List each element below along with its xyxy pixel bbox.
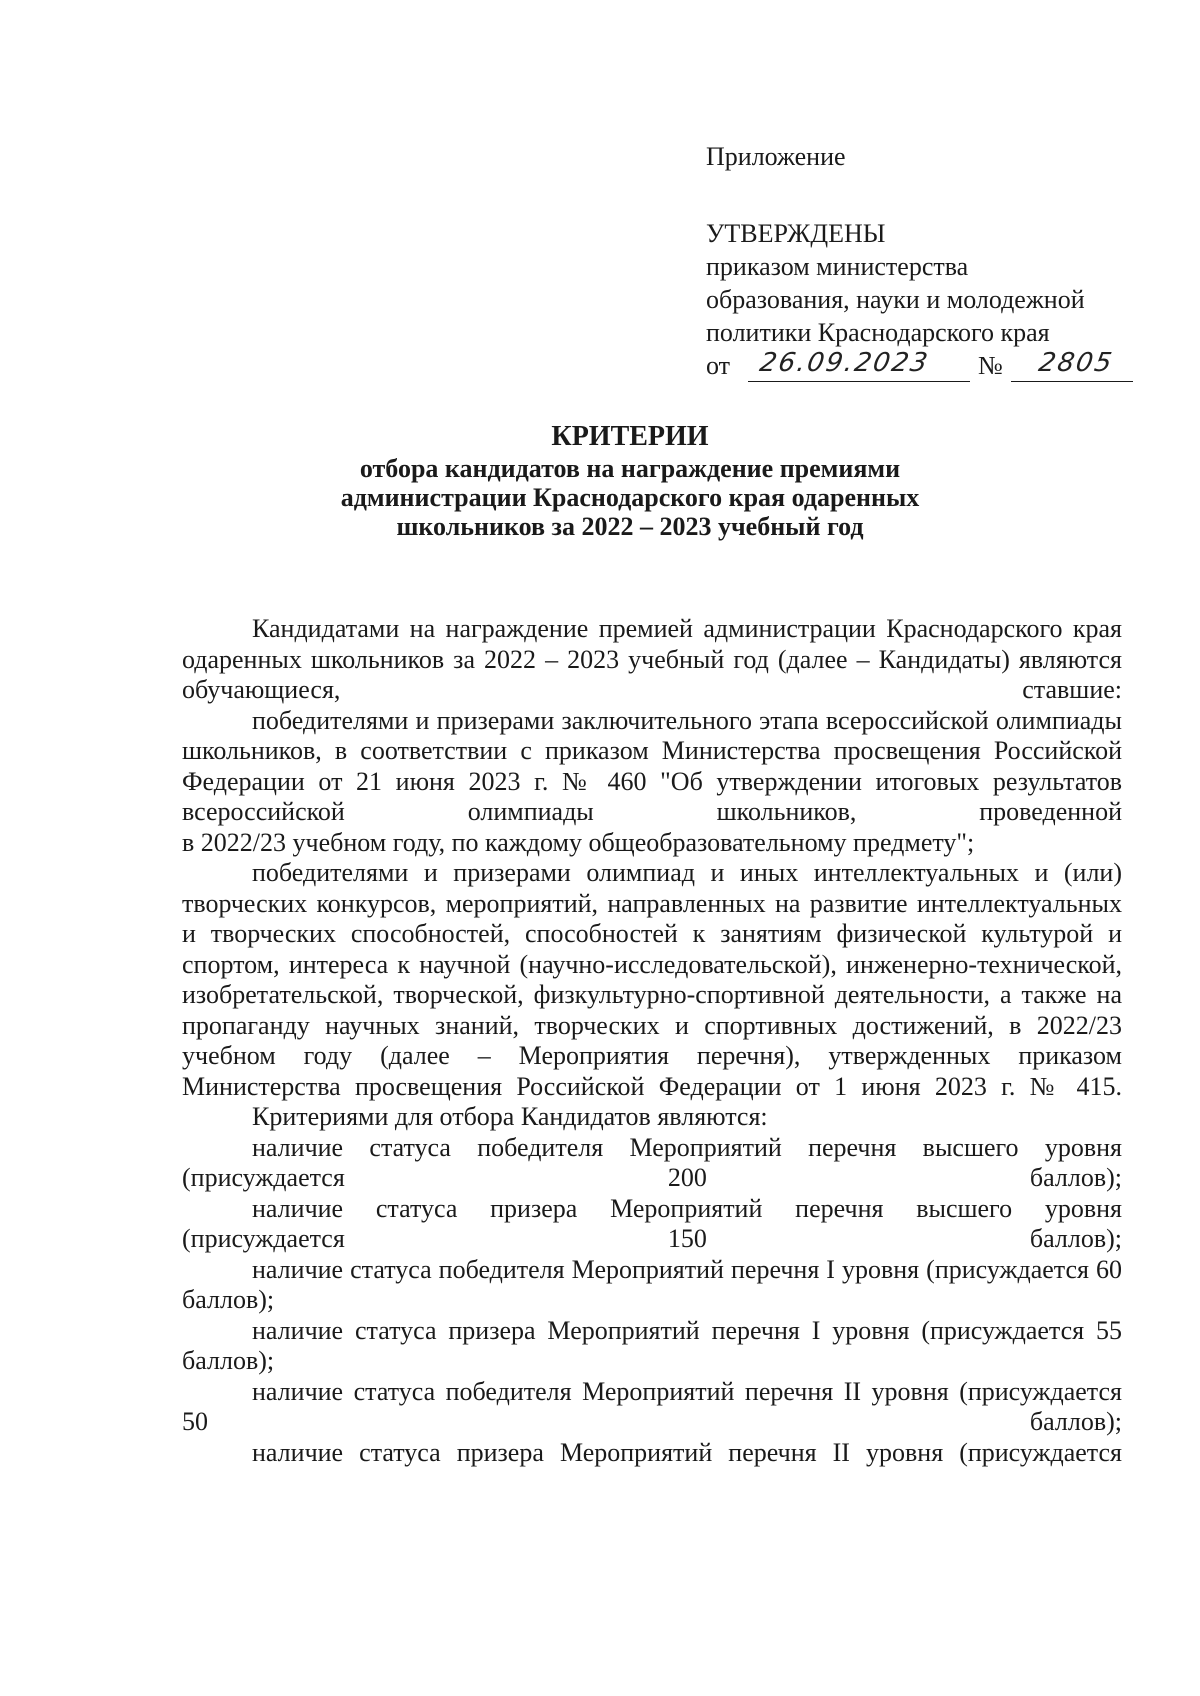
date-field [748, 348, 970, 382]
criterion-1: наличие статуса победителя Мероприятий перечня высшего уровня (присуждается 200 баллов); [182, 1132, 1122, 1192]
criterion-6: наличие статуса призера Мероприятий перечня II уровня (присуждается [252, 1437, 1122, 1467]
title-line-2: администрации Краснодарского края одаренных [340, 483, 920, 512]
title-line-1: отбора кандидатов на награждение премиями [359, 454, 901, 483]
title-main: КРИТЕРИИ [551, 421, 709, 452]
paragraph-candidates: Кандидатами на награждение премией администрации Краснодарского края одаренных школьников за 2022 – 2023 учебный год (далее – Кандидаты) являются обучающиеся, ставшие: [182, 614, 1122, 704]
criterion-4: наличие статуса призера Мероприятий перечня I уровня (присуждается 55 баллов); [182, 1315, 1122, 1375]
approval-block [706, 140, 1146, 385]
order-date-number-row [706, 349, 1146, 385]
approval-line-1: приказом министерства [706, 252, 969, 281]
date-label: от [706, 351, 731, 380]
number-label: № [978, 351, 1003, 380]
approved-label: УТВЕРЖДЕНЫ [706, 219, 886, 248]
document-title [240, 422, 1020, 541]
appendix-label: Приложение [706, 142, 846, 171]
approval-line-3: политики Краснодарского края [706, 318, 1050, 347]
paragraph-criteria-intro: Критериями для отбора Кандидатов являются: [252, 1102, 768, 1131]
document-body [182, 614, 1122, 1468]
paragraph-olympiad-year: в 2022/23 учебном году, по каждому общеобразовательному предмету"; [182, 827, 975, 857]
handwritten-number: 2805 [1036, 348, 1116, 378]
approval-line-2: образования, науки и молодежной [706, 285, 1085, 314]
number-field [1011, 348, 1133, 382]
paragraph-competition-winners: победителями и призерами олимпиад и иных интеллектуальных и (или) творческих конкурсов, мероприятий, направленных на развитие интеллектуальных и творческих способностей, способностей к занятиям физической культурой и спортом, интереса к научной (научно-исследовательской), инженерно-технической, изобретательской, творческой, физкультурно-спортивной деятельности, а также на пропаганду научных знаний, творческих и спортивных достижений, в 2022/23 учебном году (далее – Мероприятия перечня), утвержденных приказом Министерства просвещения Российской Федерации от 1 июня 2023 г. № 415. [182, 858, 1122, 1101]
criterion-2: наличие статуса призера Мероприятий перечня высшего уровня (присуждается 150 баллов); [182, 1193, 1122, 1253]
criterion-5: наличие статуса победителя Мероприятий перечня II уровня (присуждается 50 баллов); [182, 1376, 1122, 1436]
criterion-3: наличие статуса победителя Мероприятий перечня I уровня (присуждается 60 баллов); [182, 1254, 1122, 1314]
handwritten-date: 26.09.2023 [757, 348, 932, 378]
paragraph-olympiad-winners: победителями и призерами заключительного этапа всероссийской олимпиады школьников, в соответствии с приказом Министерства просвещения Российской Федерации от 21 июня 2023 г. № 460 "Об утверждении итоговых результатов всероссийской олимпиады школьников, проведенной [182, 705, 1122, 826]
title-line-3: школьников за 2022 – 2023 учебный год [396, 512, 864, 541]
